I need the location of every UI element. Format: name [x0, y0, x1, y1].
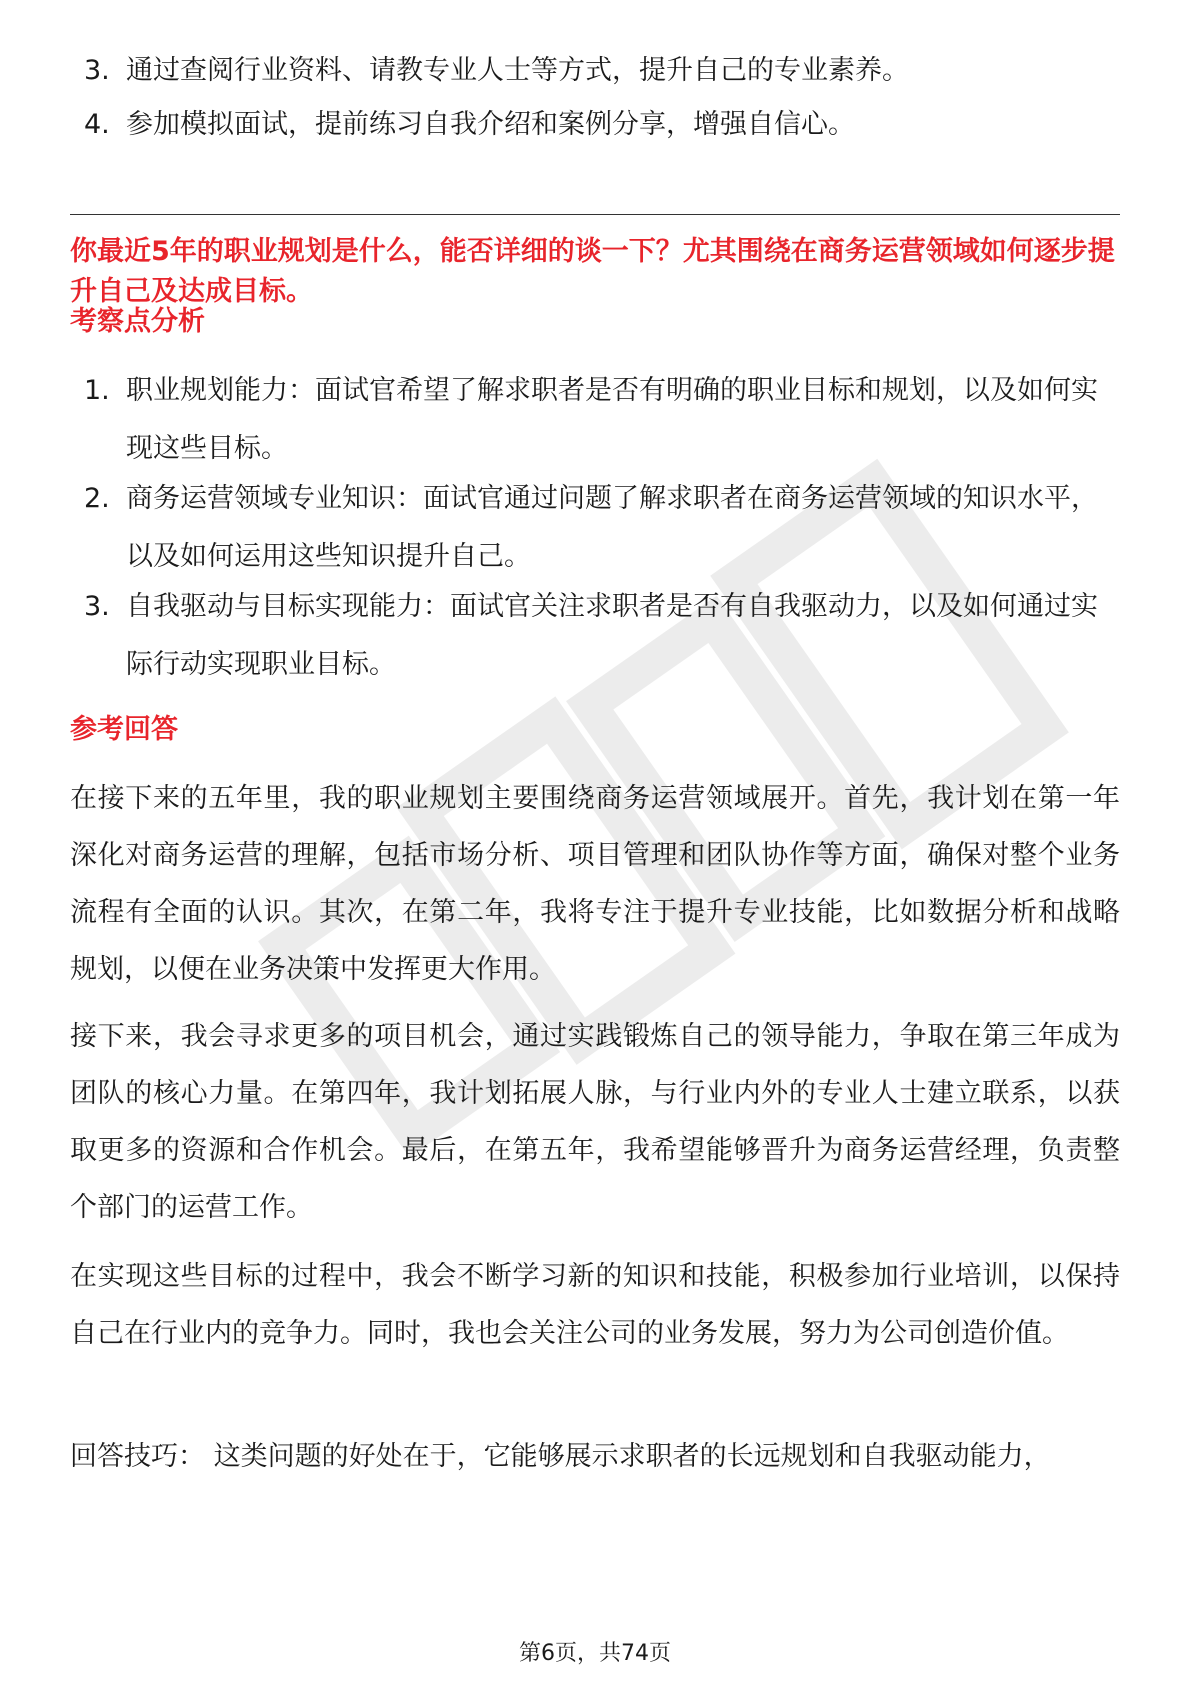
analysis-item: 1. 职业规划能力：面试官希望了解求职者是否有明确的职业目标和规划，以及如何实现这些目标。	[84, 375, 1098, 464]
prev-list-item: 4. 参加模拟面试，提前练习自我介绍和案例分享，增强自信心。	[84, 109, 855, 140]
analysis-heading: 考察点分析	[70, 306, 205, 337]
interview-question: 你最近5年的职业规划是什么，能否详细的谈一下？尤其围绕在商务运营领域如何逐步提升自己及达成目标。	[70, 236, 1115, 307]
answer-paragraph: 在接下来的五年里，我的职业规划主要围绕商务运营领域展开。首先，我计划在第一年深化对商务运营的理解，包括市场分析、项目管理和团队协作等方面，确保对整个业务流程有全面的认识。其次，在第二年，我将专注于提升专业技能，比如数据分析和战略规划，以便在业务决策中发挥更大作用。	[70, 783, 1120, 985]
analysis-item: 3. 自我驱动与目标实现能力：面试官关注求职者是否有自我驱动力，以及如何通过实际行动实现职业目标。	[84, 591, 1098, 680]
section-divider	[70, 214, 1120, 215]
page-number: 第6页，共74页	[519, 1641, 671, 1666]
prev-list-item: 3. 通过查阅行业资料、请教专业人士等方式，提升自己的专业素养。	[84, 55, 909, 86]
answer-paragraph: 接下来，我会寻求更多的项目机会，通过实践锻炼自己的领导能力，争取在第三年成为团队的核心力量。在第四年，我计划拓展人脉，与行业内外的专业人士建立联系，以获取更多的资源和合作机会。最后，在第五年，我希望能够晋升为商务运营经理，负责整个部门的运营工作。	[70, 1021, 1120, 1223]
analysis-item: 2. 商务运营领域专业知识：面试官通过问题了解求职者在商务运营领域的知识水平，以及如何运用这些知识提升自己。	[84, 483, 1098, 572]
answer-heading: 参考回答	[70, 714, 178, 745]
answer-tips: 回答技巧： 这类问题的好处在于，它能够展示求职者的长远规划和自我驱动能力，	[70, 1441, 1051, 1472]
answer-paragraph: 在实现这些目标的过程中，我会不断学习新的知识和技能，积极参加行业培训，以保持自己在行业内的竞争力。同时，我也会关注公司的业务发展，努力为公司创造价值。	[70, 1261, 1120, 1349]
